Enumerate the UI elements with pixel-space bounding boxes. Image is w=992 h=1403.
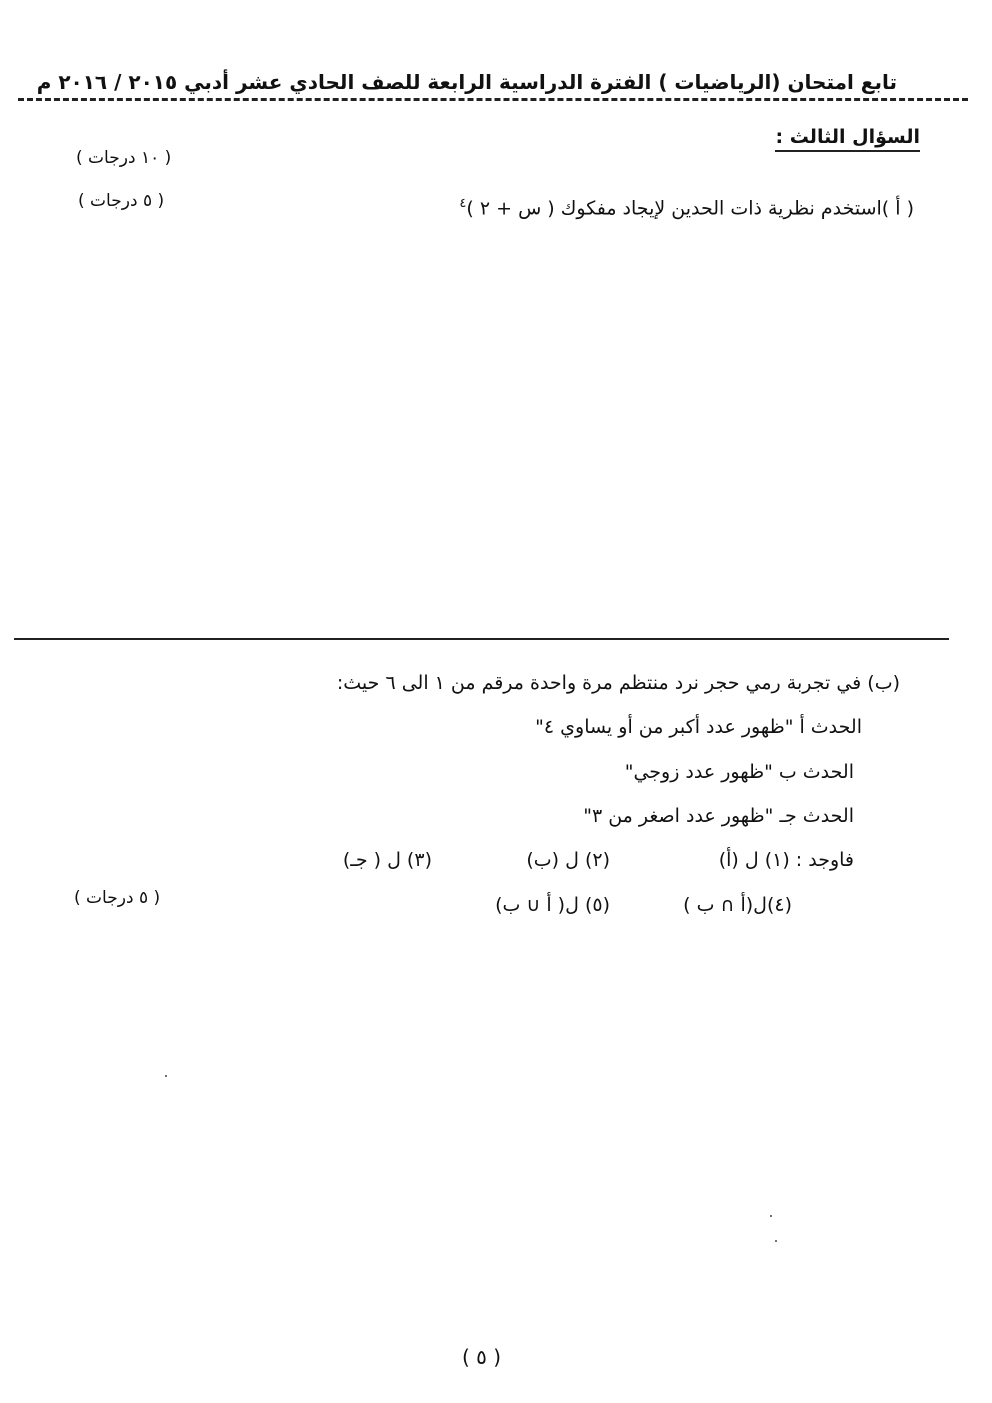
scan-speck [165, 1075, 167, 1077]
part-b-find-3: (٣) ل ( جـ) [342, 849, 432, 871]
page-number: ( ٥ ) [462, 1345, 502, 1369]
part-b-event-b: الحدث ب "ظهور عدد زوجي" [624, 761, 854, 783]
part-a-question: ( أ )استخدم نظرية ذات الحدين لإيجاد مفكوك ( س + ٢ ) [466, 197, 914, 220]
scan-speck [770, 1215, 772, 1217]
part-a-marks: ( ٥ درجات ) [78, 191, 165, 211]
part-b-find-1: فاوجد : (١) ل (أ) [718, 849, 854, 871]
page-header-title: تابع امتحان (الرياضيات ) الفترة الدراسية الرابعة للصف الحادي عشر أدبي ٢٠١٥ / ٢٠١٦ م [36, 70, 897, 94]
header-divider [18, 98, 968, 101]
part-b-intro: (ب) في تجربة رمي حجر نرد منتظم مرة واحدة مرقم من ١ الى ٦ حيث: [336, 672, 900, 694]
question-total-marks: ( ١٠ درجات ) [76, 148, 172, 168]
part-b-find-5: (٥) ل( أ ∪ ب) [495, 894, 610, 916]
part-b-find-4: (٤)ل(أ ∩ ب ) [683, 894, 792, 916]
part-a-text [459, 196, 914, 219]
question-title: السؤال الثالث : [775, 126, 920, 152]
part-b-marks: ( ٥ درجات ) [74, 888, 161, 908]
part-a-exponent: ٤ [459, 196, 467, 211]
part-b-event-a: الحدث أ "ظهور عدد أكبر من أو يساوي ٤" [535, 716, 862, 738]
scan-speck [775, 1240, 777, 1242]
part-b-event-c: الحدث جـ "ظهور عدد اصغر من ٣" [583, 805, 854, 827]
part-b-find-2: (٢) ل (ب) [526, 849, 610, 871]
section-divider [14, 638, 949, 640]
